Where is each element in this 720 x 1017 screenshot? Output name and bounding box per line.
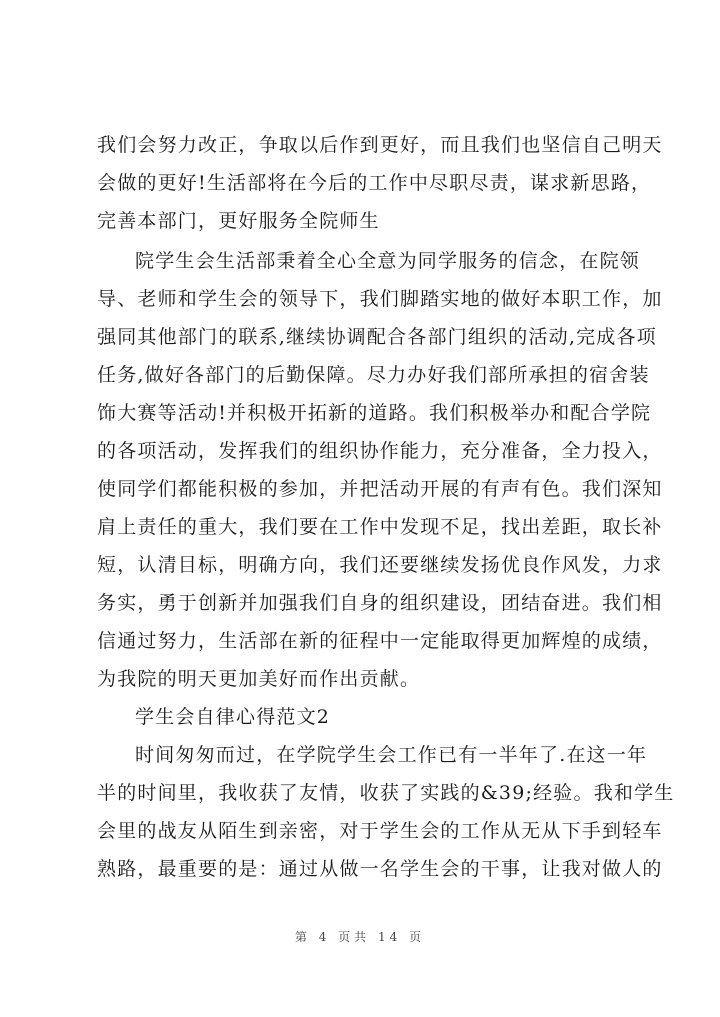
section-heading: 学生会自律心得范文2: [135, 706, 331, 728]
text-line: 短，认清目标，明确方向，我们还要继续发扬优良作风发，力求: [97, 554, 663, 576]
text-line: 会做的更好!生活部将在今后的工作中尽职尽责，谋求新思路，: [97, 172, 652, 194]
text-line: 肩上责任的重大，我们要在工作中发现不足，找出差距，取长补: [97, 516, 663, 538]
text-line: 使同学们都能积极的参加，并把活动开展的有声有色。我们深知: [97, 478, 663, 500]
text-line: 信通过努力，生活部在新的征程中一定能取得更加辉煌的成绩，: [97, 630, 663, 652]
text-line: 导、老师和学生会的领导下，我们脚踏实地的做好本职工作，加: [97, 288, 663, 310]
text-line: 任务,做好各部门的后勤保障。尽力办好我们部所承担的宿舍装: [97, 364, 650, 386]
text-line: 会里的战友从陌生到亲密，对于学生会的工作从无从下手到轻车: [97, 820, 663, 842]
text-line: 的各项活动，发挥我们的组织协作能力，充分准备，全力投入，: [97, 440, 663, 462]
text-line: 为我院的明天更加美好而作出贡献。: [97, 668, 421, 690]
text-line: 我们会努力改正，争取以后作到更好，而且我们也坚信自己明天: [97, 134, 663, 156]
paragraph-first-line: 时间匆匆而过，在学院学生会工作已有一半年了.在这一年: [135, 744, 648, 766]
text-line: 务实，勇于创新并加强我们自身的组织建设，团结奋进。我们相: [97, 592, 663, 614]
text-line: 半的时间里，我收获了友情，收获了实践的&39;经验。我和学生: [97, 782, 675, 804]
text-line: 完善本部门，更好服务全院师生: [97, 210, 380, 232]
text-line: 熟路，最重要的是：通过从做一名学生会的干事，让我对做人的: [97, 858, 663, 880]
page-footer: 第 4 页共 14 页: [294, 930, 426, 944]
paragraph-first-line: 院学生会生活部秉着全心全意为同学服务的信念，在院领: [135, 250, 641, 272]
text-line: 饰大赛等活动!并积极开拓新的道路。我们积极举办和配合学院: [97, 402, 652, 424]
text-line: 强同其他部门的联系,继续协调配合各部门组织的活动,完成各项: [97, 326, 657, 348]
